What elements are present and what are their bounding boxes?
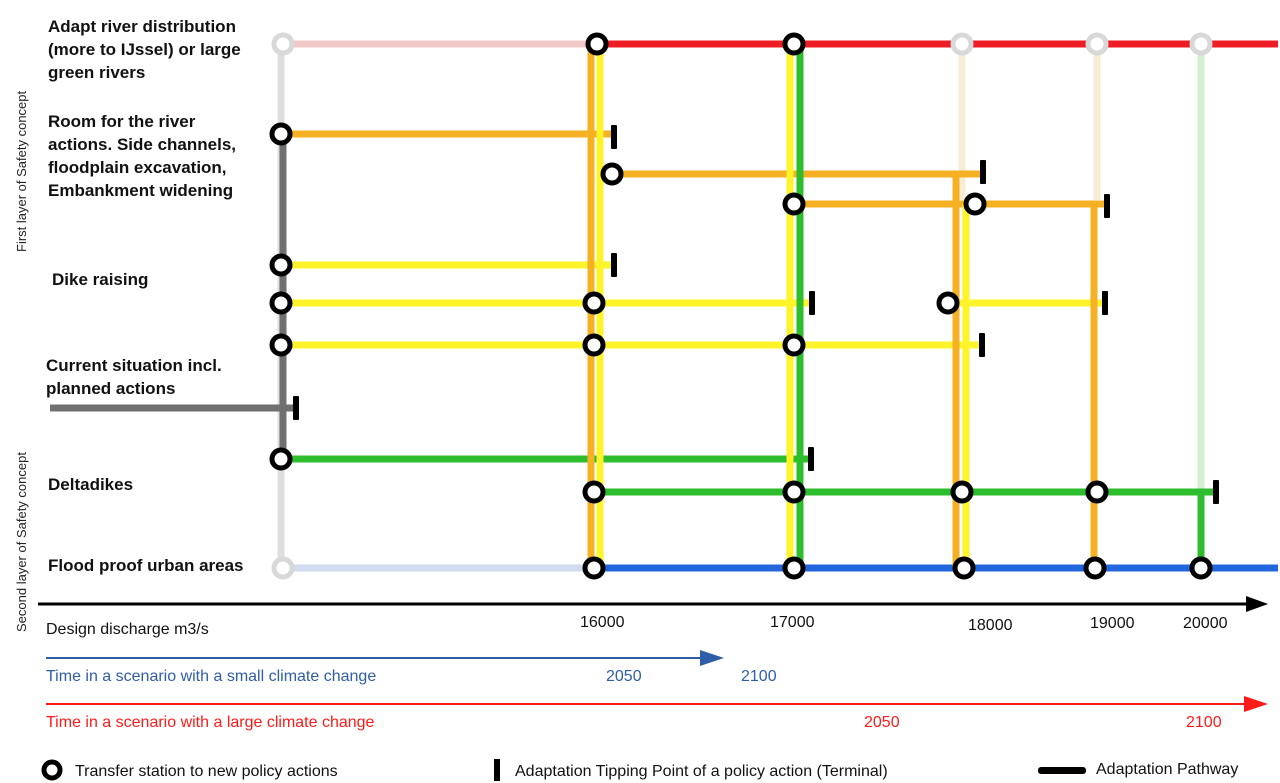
transfer-station xyxy=(785,336,803,354)
transfer-station xyxy=(585,294,603,312)
transfer-station xyxy=(1088,483,1106,501)
action-label-dike-raising: Dike raising xyxy=(52,270,149,289)
transfer-station xyxy=(955,559,973,577)
transfer-station xyxy=(785,559,803,577)
transfer-station xyxy=(274,559,292,577)
tipping-point-terminal xyxy=(980,160,986,184)
action-label-river-distribution: Adapt river distribution (more to IJssel) or large green rivers xyxy=(48,17,241,82)
transfer-station xyxy=(274,35,292,53)
transfer-station xyxy=(588,35,606,53)
time-large-label: Time in a scenario with a large climate change xyxy=(46,714,375,731)
legend-adaptation-pathway-icon xyxy=(1038,767,1086,774)
side-label-first-layer: First layer of Safety concept xyxy=(14,90,29,252)
time-small-label: Time in a scenario with a small climate change xyxy=(46,668,377,685)
transfer-station xyxy=(585,483,603,501)
transfer-station xyxy=(939,294,957,312)
transfer-station xyxy=(272,256,290,274)
time-large-tick: 2100 xyxy=(1186,714,1222,731)
transfer-station xyxy=(966,195,984,213)
action-label-flood-proof: Flood proof urban areas xyxy=(48,556,244,575)
transfer-station xyxy=(272,294,290,312)
tick-label: 17000 xyxy=(770,614,815,631)
time-small-tick: 2100 xyxy=(741,668,777,685)
axis-label: Design discharge m3/s xyxy=(46,621,209,638)
tipping-point-terminal xyxy=(293,396,299,420)
tipping-point-terminal xyxy=(611,253,617,277)
time-small-tick: 2050 xyxy=(606,668,642,685)
action-label-current-situation: Current situation incl. planned actions xyxy=(46,356,222,398)
side-label-second-layer: Second layer of Safety concept xyxy=(14,452,29,632)
transfer-station xyxy=(1086,559,1104,577)
time-small-arrowhead xyxy=(700,650,724,666)
legend-transfer-station: Transfer station to new policy actions xyxy=(75,763,338,780)
action-label-room-for-river: Room for the river actions. Side channels, floodplain excavation, Embankment widening xyxy=(48,112,237,200)
action-label-deltadikes: Deltadikes xyxy=(48,475,134,494)
transfer-station xyxy=(785,483,803,501)
transfer-station xyxy=(603,165,621,183)
legend-adaptation-pathway: Adaptation Pathway xyxy=(1096,761,1239,778)
transfer-station xyxy=(585,336,603,354)
transfer-station xyxy=(785,35,803,53)
tipping-point-terminal xyxy=(1102,291,1108,315)
tick-label: 20000 xyxy=(1183,615,1228,632)
axis-arrowhead xyxy=(1246,596,1268,612)
legend-tipping-point: Adaptation Tipping Point of a policy action (Terminal) xyxy=(515,763,888,780)
transfer-station xyxy=(272,125,290,143)
tick-label: 16000 xyxy=(580,614,625,631)
time-large-tick: 2050 xyxy=(864,714,900,731)
tick-label: 19000 xyxy=(1090,615,1135,632)
transfer-station xyxy=(272,450,290,468)
tick-label: 18000 xyxy=(968,617,1013,634)
tipping-point-terminal xyxy=(809,291,815,315)
tipping-point-terminal xyxy=(808,447,814,471)
tipping-point-terminal xyxy=(611,125,617,149)
time-large-arrowhead xyxy=(1244,696,1268,712)
transfer-station xyxy=(1088,35,1106,53)
transfer-station xyxy=(272,336,290,354)
transfer-station xyxy=(1192,559,1210,577)
legend-transfer-station-icon xyxy=(44,762,60,778)
legend-tipping-point-icon xyxy=(494,759,500,781)
transfer-station xyxy=(785,195,803,213)
transfer-station xyxy=(1192,35,1210,53)
tipping-point-terminal xyxy=(979,333,985,357)
tipping-point-terminal xyxy=(1213,480,1219,504)
transfer-station xyxy=(953,483,971,501)
transfer-station xyxy=(953,35,971,53)
transfer-station xyxy=(585,559,603,577)
tipping-point-terminal xyxy=(1104,194,1110,218)
